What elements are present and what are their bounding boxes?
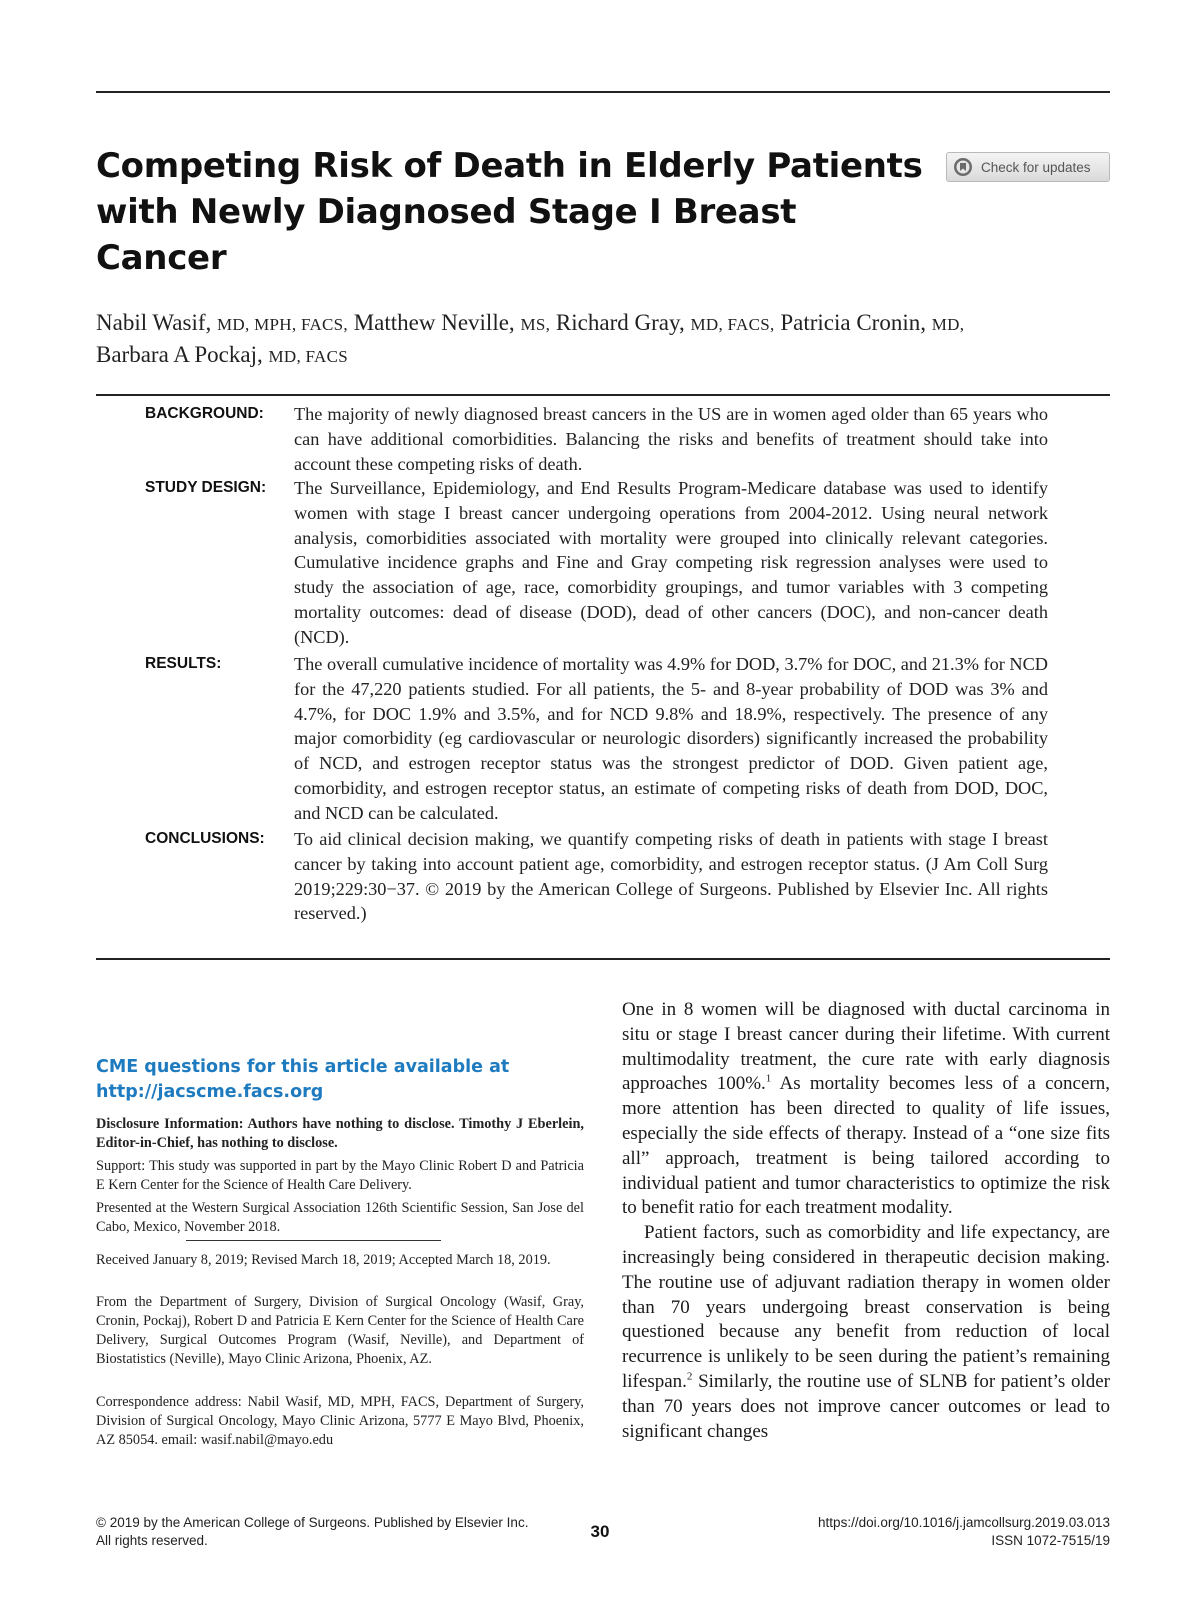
footer-copyright [96,1514,528,1550]
footer-identifiers [700,1514,1110,1550]
disclosure-text: Disclosure Information: Authors have nothing to disclose. Timothy J Eberlein, Editor-in-Chief, has nothing to disclose. [96,1116,584,1151]
top-rule [96,91,1110,93]
doi-link[interactable]: https://doi.org/10.1016/j.jamcollsurg.2019.03.013 [818,1515,1110,1530]
affiliation-note: From the Department of Surgery, Division of Surgical Oncology (Wasif, Gray, Cronin, Pockaj), Robert D and Patricia E Kern Center for the Science of Health Care Delivery, Surgical Outcomes Program (Wasif, Neville), and Department of Biostatistics (Neville), Mayo Clinic Arizona, Phoenix, AZ. [96,1294,584,1367]
body-text-span: One in 8 women will be diagnosed with ductal carcinoma in situ or stage I breast cancer during their lifetime. With current multimodality treatment, the cure rate with early diagnosis approaches 100%. [622,999,1110,1095]
copyright-line: All rights reserved. [96,1533,208,1548]
correspondence-note: Correspondence address: Nabil Wasif, MD, MPH, FACS, Department of Surgery, Division of Surgical Oncology, Mayo Clinic Arizona, 5777 E Mayo Blvd, Phoenix, AZ 85054. email: wasif.nabil@mayo.edu [96,1394,584,1448]
abstract-background-text: The majority of newly diagnosed breast cancers in the US are in women aged older than 65 years who can have additional comorbidities. Balancing the risks and benefits of treatment should take into account these competing risks of death. [294,404,1048,474]
author-degrees: MD, MPH, FACS, [217,315,348,334]
body-text [622,998,1110,1444]
abstract-label-results: RESULTS: [145,655,222,672]
page-number: 30 [590,1522,610,1541]
check-for-updates-button[interactable] [946,152,1110,182]
footnote-divider [186,1240,441,1241]
support-note: Support: This study was supported in part by the Mayo Clinic Robert D and Patricia E Kern Center for the Science of Health Care Delivery. [96,1158,584,1193]
body-text-span: As mortality becomes less of a concern, more attention has been directed to quality of life issues, especially the side effects of therapy. Instead of a “one size fits all” approach, treatment is being tailored according to individual patient and tumor characteristics to optimize the risk to benefit ratio for each treatment modality. [622,1073,1110,1219]
abstract-study-design-text: The Surveillance, Epidemiology, and End Results Program-Medicare database was used to identify women with stage I breast cancer undergoing operations from 2004-2012. Using neural network analysis, comorbidities associated with mortality were grouped into clinically relevant categories. Cumulative incidence graphs and Fine and Gray competing risk regression analyses were used to study the association of age, race, comorbidity groupings, and tumor variables with 3 competing mortality outcomes: dead of disease (DOD), dead of other cancers (DOC), and non-cancer death (NCD). [294,478,1048,647]
abstract-bottom-rule [96,958,1110,960]
abstract-label-background: BACKGROUND: [145,405,264,422]
cme-text: CME questions for this article available at [96,1057,510,1077]
abstract-conclusions-text: To aid clinical decision making, we quantify competing risks of death in patients with stage I breast cancer by taking into account patient age, comorbidity, and estrogen receptor status. (J Am Coll Surg 2019;229:30−37. © 2019 by the American College of Surgeons. Published by Elsevier Inc. All rights reserved.) [294,829,1048,924]
issn: ISSN 1072-7515/19 [991,1533,1110,1548]
reference-marker[interactable]: 2 [686,1370,693,1383]
abstract-top-rule [96,394,1110,396]
cme-link[interactable]: http://jacscme.facs.org [96,1082,324,1102]
article-title: Competing Risk of Death in Elderly Patients with Newly Diagnosed Stage I Breast Cancer [96,146,923,278]
author-name: Nabil Wasif, [96,310,212,335]
cme-notice [96,1055,536,1105]
body-text-span: Patient factors, such as comorbidity and life expectancy, are increasingly being considered in therapeutic decision making. The routine use of adjuvant radiation therapy in women older than 70 years undergoing breast conservation is being questioned because any benefit from reduction of local recurrence is unlikely to be seen during the patient’s remaining lifespan. [622,1222,1110,1392]
check-updates-label: Check for updates [981,159,1091,175]
check-updates-icon [953,157,973,177]
body-paragraph [622,998,1110,1221]
author-name: Richard Gray, [555,310,685,335]
author-degrees: MD, FACS, [690,315,775,334]
body-paragraph [622,1221,1110,1444]
presented-note: Presented at the Western Surgical Association 126th Scientific Session, San Jose del Cabo, Mexico, November 2018. [96,1200,584,1235]
abstract-label-study-design: STUDY DESIGN: [145,479,267,496]
abstract-label-conclusions: CONCLUSIONS: [145,830,265,847]
author-degrees: MD, [931,315,965,334]
author-degrees: MD, FACS [268,347,349,366]
author-name: Patricia Cronin, [780,310,926,335]
body-text-span: Similarly, the routine use of SLNB for patient’s older than 70 years does not improve cancer outcomes or lead to significant changes [622,1370,1110,1442]
received-note: Received January 8, 2019; Revised March 18, 2019; Accepted March 18, 2019. [96,1252,551,1268]
author-degrees: MS, [520,315,551,334]
copyright-line: © 2019 by the American College of Surgeons. Published by Elsevier Inc. [96,1515,529,1530]
abstract-results-text: The overall cumulative incidence of mortality was 4.9% for DOD, 3.7% for DOC, and 21.3% for NCD for the 47,220 patients studied. For all patients, the 5- and 8-year probability of DOD was 3% and 4.7%, for DOC 1.9% and 3.5%, and for NCD 9.8% and 18.9%, respectively. The presence of any major comorbidity (eg cardiovascular or neurologic disorders) significantly increased the probability of NCD, and estrogen receptor status was the strongest predictor of DOD. Given patient age, comorbidity, and estrogen receptor status, an estimate of competing risks of death from DOD, DOC, and NCD can be calculated. [294,654,1048,823]
author-list [96,308,1116,372]
author-name: Matthew Neville, [353,310,515,335]
reference-marker[interactable]: 1 [765,1073,772,1086]
disclosure-note [96,1115,584,1153]
author-name: Barbara A Pockaj, [96,342,263,367]
